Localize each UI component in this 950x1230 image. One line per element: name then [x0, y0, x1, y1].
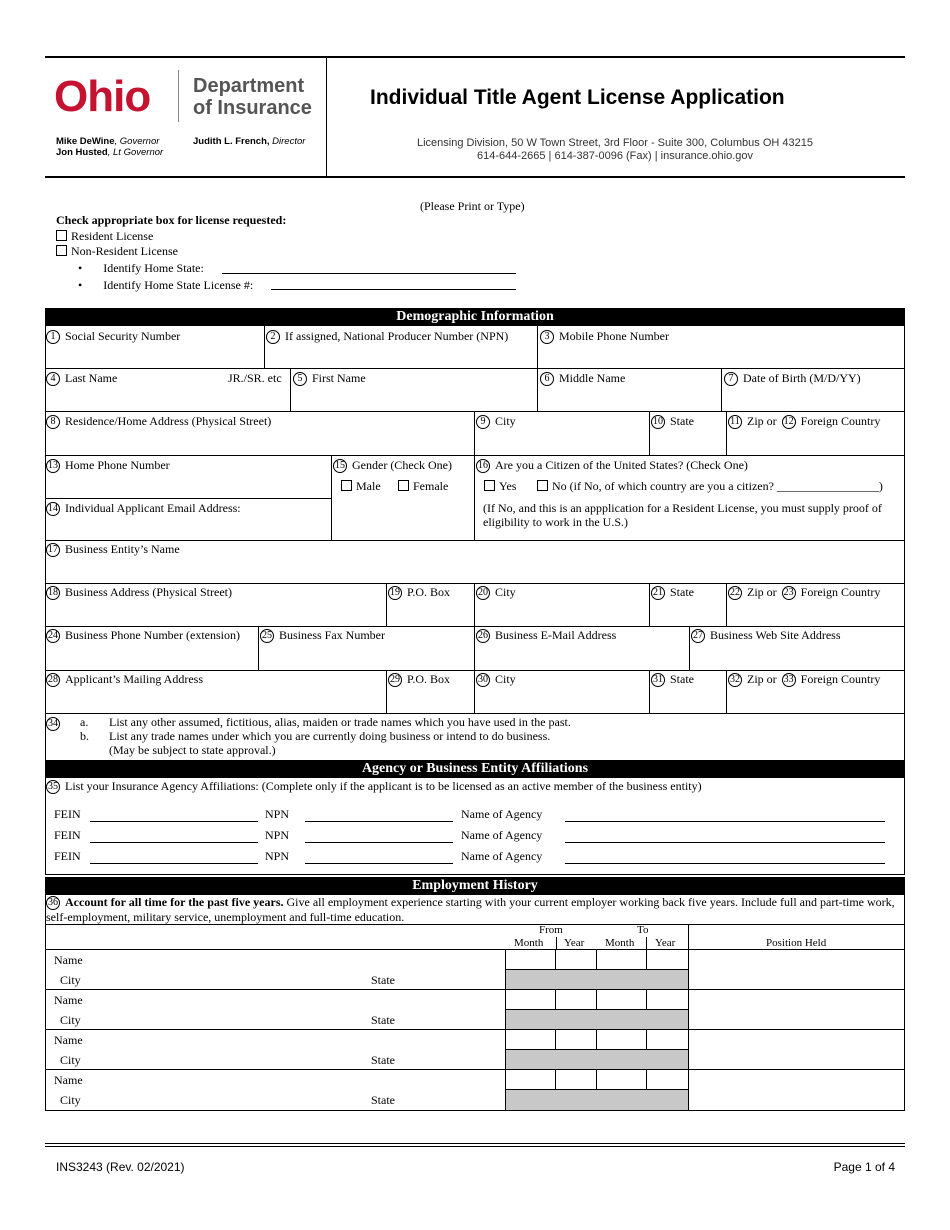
- agency-input[interactable]: [565, 842, 885, 843]
- department-name: Department of Insurance: [193, 75, 312, 119]
- field-npn[interactable]: 2 If assigned, National Producer Number (NPN): [266, 329, 508, 344]
- home-state-label: • Identify Home State:: [78, 261, 204, 275]
- npn-label: NPN: [265, 807, 290, 821]
- employer-state-field[interactable]: State: [371, 1053, 395, 1067]
- fein-input[interactable]: [90, 863, 258, 864]
- field-business-state[interactable]: 21 State: [653, 585, 694, 599]
- position-held-label: Position Held: [766, 937, 827, 949]
- affiliations-instruction: 35 List your Insurance Agency Affiliations: (Complete only if the applicant is to be licensed as an active member of the business entity): [48, 779, 702, 793]
- npn-input[interactable]: [305, 821, 453, 822]
- director-block: Judith L. French, Director: [193, 136, 306, 147]
- field-date-of-birth[interactable]: 7 Date of Birth (M/D/YY): [724, 371, 861, 386]
- field-mailing-city[interactable]: 30 City: [478, 672, 516, 686]
- month-label: Month: [605, 937, 635, 949]
- npn-input[interactable]: [305, 863, 453, 864]
- home-state-license-label: • Identify Home State License #:: [78, 278, 254, 292]
- field-zip-foreign[interactable]: 11 Zip or 12 Foreign Country: [728, 414, 880, 429]
- employment-instruction: 36 Account for all time for the past five years. Give all employment experience starting with your current employer working back five years. Include full and part-time work, self-employment, military service, unemployment and full-time education.: [46, 895, 895, 925]
- agency-label: Name of Agency: [461, 807, 543, 821]
- ohio-logo: [54, 72, 150, 122]
- citizen-no-option[interactable]: No (if No, of which country are you a citizen? _________________): [537, 479, 883, 494]
- field-business-email[interactable]: 26 Business E-Mail Address: [478, 628, 617, 642]
- page-number: Page 1 of 4: [833, 1160, 895, 1174]
- resident-checkbox[interactable]: [56, 230, 67, 241]
- print-note: (Please Print or Type): [420, 199, 525, 213]
- demographic-section-header: Demographic Information: [45, 308, 905, 326]
- gender-male-option[interactable]: Male: [341, 479, 381, 494]
- month-label: Month: [514, 937, 544, 949]
- employer-city-field[interactable]: City: [60, 973, 81, 987]
- field-business-website[interactable]: 27 Business Web Site Address: [693, 628, 841, 642]
- field-business-phone[interactable]: 24 Business Phone Number (extension): [48, 628, 240, 642]
- employer-name-field[interactable]: Name: [54, 953, 83, 967]
- field-state[interactable]: 10 State: [653, 414, 694, 428]
- agency-label: Name of Agency: [461, 849, 543, 863]
- resident-license-option[interactable]: Resident License: [56, 229, 153, 244]
- proof-note: (If No, and this is an appplication for a Resident License, you must supply proof of eligibility to work in the U.S.): [483, 501, 882, 529]
- form-id: INS3243 (Rev. 02/2021): [56, 1160, 185, 1174]
- field-residence-address[interactable]: 8 Residence/Home Address (Physical Street): [46, 414, 271, 429]
- field-mobile-phone[interactable]: 3 Mobile Phone Number: [540, 329, 669, 344]
- employer-city-field[interactable]: City: [60, 1013, 81, 1027]
- non-resident-license-option[interactable]: Non-Resident License: [56, 244, 178, 259]
- year-label: Year: [564, 937, 585, 949]
- check-heading: Check appropriate box for license requested:: [56, 213, 287, 227]
- field-citizenship: 16 Are you a Citizen of the United States? (Check One): [478, 458, 748, 472]
- field-mailing-state[interactable]: 31 State: [653, 672, 694, 686]
- fein-input[interactable]: [90, 842, 258, 843]
- employer-name-field[interactable]: Name: [54, 1033, 83, 1047]
- female-checkbox[interactable]: [398, 480, 409, 491]
- page-title: Individual Title Agent License Application: [370, 86, 785, 109]
- field-last-name[interactable]: 4 Last Name: [46, 371, 117, 386]
- field-jr-sr[interactable]: JR./SR. etc: [228, 371, 282, 385]
- employer-name-field[interactable]: Name: [54, 1073, 83, 1087]
- field-other-names: 34: [48, 718, 58, 730]
- employer-state-field[interactable]: State: [371, 1093, 395, 1107]
- logo-text: Ohio: [54, 72, 151, 121]
- field-mailing-address[interactable]: 28 Applicant’s Mailing Address: [48, 672, 203, 686]
- field-city[interactable]: 9 City: [476, 414, 516, 429]
- field-first-name[interactable]: 5 First Name: [293, 371, 366, 386]
- field-business-zip-foreign[interactable]: 22 Zip or 23 Foreign Country: [730, 585, 881, 599]
- npn-label: NPN: [265, 828, 290, 842]
- field-gender: 15 Gender (Check One): [335, 458, 452, 472]
- male-checkbox[interactable]: [341, 480, 352, 491]
- npn-label: NPN: [265, 849, 290, 863]
- field-email[interactable]: 14 Individual Applicant Email Address:: [48, 501, 241, 515]
- fein-label: FEIN: [54, 807, 81, 821]
- employer-state-field[interactable]: State: [371, 973, 395, 987]
- fein-label: FEIN: [54, 849, 81, 863]
- employer-name-field[interactable]: Name: [54, 993, 83, 1007]
- npn-input[interactable]: [305, 842, 453, 843]
- other-names-b: b. List any trade names under which you are currently doing business or intend to do business.: [80, 729, 551, 743]
- governor-block: Mike DeWine, Governor Jon Husted, Lt Governor: [56, 136, 164, 158]
- field-mailing-po-box[interactable]: 29 P.O. Box: [390, 672, 451, 686]
- gender-female-option[interactable]: Female: [398, 479, 448, 494]
- field-middle-name[interactable]: 6 Middle Name: [540, 371, 625, 386]
- division-address: Licensing Division, 50 W Town Street, 3rd Floor - Suite 300, Columbus OH 43215 614-644-2665 | 614-387-0096 (Fax) | insurance.ohio.gov: [417, 137, 813, 162]
- year-label: Year: [655, 937, 676, 949]
- non-resident-checkbox[interactable]: [56, 245, 67, 256]
- field-business-address[interactable]: 18 Business Address (Physical Street): [48, 585, 232, 599]
- agency-label: Name of Agency: [461, 828, 543, 842]
- home-state-license-input[interactable]: [271, 289, 516, 290]
- field-business-entity-name[interactable]: 17 Business Entity’s Name: [48, 542, 180, 556]
- citizen-yes-option[interactable]: Yes: [484, 479, 516, 494]
- field-business-po-box[interactable]: 19 P.O. Box: [390, 585, 451, 599]
- employer-city-field[interactable]: City: [60, 1053, 81, 1067]
- field-ssn[interactable]: 1 Social Security Number: [46, 329, 180, 344]
- field-business-city[interactable]: 20 City: [478, 585, 516, 599]
- agency-input[interactable]: [565, 821, 885, 822]
- no-checkbox[interactable]: [537, 480, 548, 491]
- fein-label: FEIN: [54, 828, 81, 842]
- other-names-note: (May be subject to state approval.): [109, 743, 276, 757]
- agency-input[interactable]: [565, 863, 885, 864]
- affiliations-section-header: Agency or Business Entity Affiliations: [45, 760, 905, 778]
- other-names-a: a. List any other assumed, fictitious, alias, maiden or trade names which you have used in the past.: [80, 715, 571, 729]
- fein-input[interactable]: [90, 821, 258, 822]
- field-home-phone[interactable]: 13 Home Phone Number: [48, 458, 170, 472]
- employer-city-field[interactable]: City: [60, 1093, 81, 1107]
- yes-checkbox[interactable]: [484, 480, 495, 491]
- field-mailing-zip-foreign[interactable]: 32 Zip or 33 Foreign Country: [730, 672, 881, 686]
- employment-section-header: Employment History: [45, 877, 905, 895]
- home-state-input[interactable]: [222, 273, 516, 274]
- employer-state-field[interactable]: State: [371, 1013, 395, 1027]
- field-business-fax[interactable]: 25 Business Fax Number: [262, 628, 385, 642]
